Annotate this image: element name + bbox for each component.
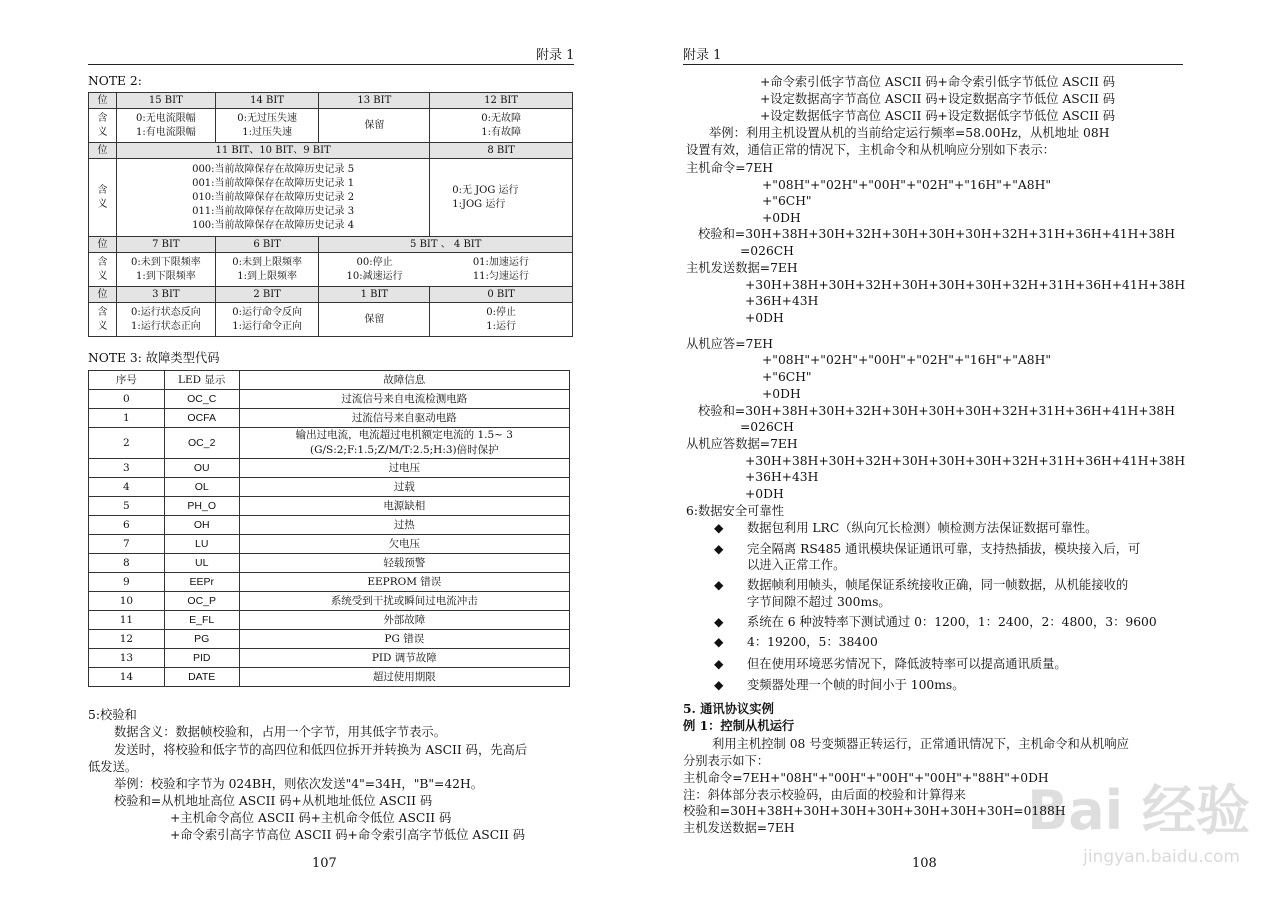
right-page-header: 附录 1 <box>683 48 722 63</box>
bit-header-cell: 3 BIT <box>116 287 215 303</box>
fault-info-cell: 过载 <box>239 478 569 497</box>
left-header-rule <box>88 64 574 65</box>
right-page-number: 108 <box>912 856 937 871</box>
protocol-line: +"6CH" <box>762 370 812 384</box>
bullet-diamond-icon: ◆ <box>714 678 724 692</box>
led-code-cell: OCFA <box>164 409 239 428</box>
protocol-line: +36H+43H <box>745 470 819 484</box>
led-code-cell: OC_C <box>164 390 239 409</box>
led-code-cell: LU <box>164 535 239 554</box>
protocol-line: =026CH <box>740 420 794 434</box>
protocol-line: 举例：利用主机设置从机的当前给定运行频率=58.00Hz，从机地址 08H <box>709 126 1110 140</box>
fault-info-cell: 过热 <box>239 516 569 535</box>
bit-header-cell: 位 <box>89 237 117 253</box>
table-row <box>89 253 573 287</box>
table-row <box>89 649 570 668</box>
bit-header-cell: 6 BIT <box>215 237 319 253</box>
table-row <box>89 159 573 237</box>
bullet-item-text: 但在使用环境恶劣情况下，降低波特率可以提高通讯质量。 <box>747 657 1067 671</box>
bullet-item-text: 数据包利用 LRC（纵向冗长检测）帧检测方法保证数据可靠性。 <box>747 521 1098 535</box>
bit-meaning-cell: 0:运行状态反向 1:运行状态正向 <box>116 303 215 337</box>
fault-number-cell: 5 <box>89 497 165 516</box>
table-row <box>89 535 570 554</box>
left-page-header: 附录 1 <box>536 48 575 63</box>
right-page <box>640 0 1280 905</box>
table-row <box>89 390 570 409</box>
fault-info-cell: 输出过电流，电流超过电机额定电流的 1.5~ 3 (G/S:2;F:1.5;Z/M/T:2.5;H:3)倍时保护 <box>239 428 569 459</box>
protocol-line: 设置有效，通信正常的情况下，主机命令和从机响应分别如下表示： <box>686 143 1055 157</box>
checksum-line: 低发送。 <box>88 760 138 774</box>
fault-number-cell: 6 <box>89 516 165 535</box>
bit-header-cell: 2 BIT <box>215 287 319 303</box>
table-row <box>89 630 570 649</box>
led-code-cell: PH_O <box>164 497 239 516</box>
status-bits-table <box>88 92 573 337</box>
fault-number-cell: 7 <box>89 535 165 554</box>
fault-info-cell: EEPROM 错误 <box>239 573 569 592</box>
table-row <box>89 554 570 573</box>
meaning-label-cell: 含 义 <box>89 303 117 337</box>
bit-header-cell: 15 BIT <box>116 93 215 109</box>
fault-number-cell: 14 <box>89 668 165 687</box>
protocol-line: 校验和=30H+38H+30H+32H+30H+30H+30H+32H+31H+36H+41H+38H <box>698 227 1175 241</box>
bullet-diamond-icon: ◆ <box>714 657 724 671</box>
bit-header-cell: 13 BIT <box>319 93 430 109</box>
fault-number-cell: 9 <box>89 573 165 592</box>
bit-header-cell: 0 BIT <box>430 287 573 303</box>
fault-info-cell: PID 调节故障 <box>239 649 569 668</box>
fault-number-cell: 10 <box>89 592 165 611</box>
table-header-row <box>89 371 570 390</box>
table-row <box>89 109 573 143</box>
bullet-item-text: 字节间隙不超过 300ms。 <box>747 595 891 609</box>
table-row <box>89 573 570 592</box>
bit-meaning-cell: 0:未到下限频率 1:到下限频率 <box>116 253 215 287</box>
checksum-line: +主机命令高位 ASCII 码+主机命令低位 ASCII 码 <box>170 811 452 825</box>
example-line: 主机发送数据=7EH <box>683 821 795 835</box>
bit-meaning-cell: 0:未到上限频率 1:到上限频率 <box>215 253 319 287</box>
fault-info-cell: 过电压 <box>239 459 569 478</box>
fault-info-cell: 欠电压 <box>239 535 569 554</box>
bit-header-cell: 12 BIT <box>430 93 573 109</box>
protocol-line: +命令索引低字节高位 ASCII 码+命令索引低字节低位 ASCII 码 <box>760 75 1116 89</box>
bit-header-cell: 位 <box>89 143 117 159</box>
led-code-cell: OH <box>164 516 239 535</box>
column-header: LED 显示 <box>164 371 239 390</box>
led-code-cell: OL <box>164 478 239 497</box>
checksum-line: 5:校验和 <box>88 708 137 722</box>
protocol-line: 从机应答数据=7EH <box>686 437 798 451</box>
bit-meaning-cell: 0:无故障 1:有故障 <box>430 109 573 143</box>
protocol-line: +"08H"+"02H"+"00H"+"02H"+"16H"+"A8H" <box>762 353 1051 367</box>
bit-meaning-cell: 保留 <box>319 109 430 143</box>
protocol-line: 主机发送数据=7EH <box>686 261 798 275</box>
fault-number-cell: 13 <box>89 649 165 668</box>
section5-title: 5. 通讯协议实例 <box>683 701 774 716</box>
fault-number-cell: 4 <box>89 478 165 497</box>
bullet-diamond-icon: ◆ <box>714 578 724 592</box>
protocol-line: +30H+38H+30H+32H+30H+30H+30H+32H+31H+36H+41H+38H <box>745 278 1186 292</box>
led-code-cell: OU <box>164 459 239 478</box>
fault-number-cell: 0 <box>89 390 165 409</box>
example1-title: 例 1：控制从机运行 <box>683 718 795 733</box>
table-row <box>89 303 573 337</box>
protocol-line: +0DH <box>762 211 801 225</box>
fault-number-cell: 12 <box>89 630 165 649</box>
fault-info-cell: 超过使用期限 <box>239 668 569 687</box>
checksum-line: +命令索引高字节高位 ASCII 码+命令索引高字节低位 ASCII 码 <box>170 828 526 842</box>
bit-meaning-cell: 0:无过压失速 1:过压失速 <box>215 109 319 143</box>
example-line: 主机命令=7EH+"08H"+"00H"+"00H"+"00H"+"88H"+0DH <box>683 771 1049 785</box>
bit-meaning-cell: 0:无电流限幅 1:有电流限幅 <box>116 109 215 143</box>
led-code-cell: UL <box>164 554 239 573</box>
table-row <box>89 93 573 109</box>
right-header-rule <box>683 64 1183 65</box>
led-code-cell: OC_2 <box>164 428 239 459</box>
table-row <box>89 478 570 497</box>
bit-header-cell: 7 BIT <box>116 237 215 253</box>
table-row <box>89 497 570 516</box>
bit-header-cell: 11 BIT、10 BIT、9 BIT <box>116 143 429 159</box>
protocol-line: +"08H"+"02H"+"00H"+"02H"+"16H"+"A8H" <box>762 178 1051 192</box>
protocol-line: +36H+43H <box>745 294 819 308</box>
table-row <box>89 459 570 478</box>
table-row <box>89 592 570 611</box>
bullet-item-text: 变频器处理一个帧的时间小于 100ms。 <box>747 678 965 692</box>
fault-code-table <box>88 370 570 687</box>
note2-title: NOTE 2: <box>88 74 142 88</box>
protocol-line: 主机命令=7EH <box>686 161 774 175</box>
meaning-label-cell: 含 义 <box>89 109 117 143</box>
bit-meaning-cell: 保留 <box>319 303 430 337</box>
table-row <box>89 237 573 253</box>
checksum-line: 发送时，将校验和低字节的高四位和低四位拆开并转换为 ASCII 码，先高后 <box>114 743 528 757</box>
table-row <box>89 428 570 459</box>
bullet-diamond-icon: ◆ <box>714 521 724 535</box>
protocol-line: 校验和=30H+38H+30H+32H+30H+30H+30H+32H+31H+36H+41H+38H <box>698 404 1175 418</box>
bit-header-cell: 1 BIT <box>319 287 430 303</box>
bit-meaning-cell: 0:无 JOG 运行 1:JOG 运行 <box>430 159 573 237</box>
table-row <box>89 668 570 687</box>
led-code-cell: EEPr <box>164 573 239 592</box>
bit-meaning-cell: 0:停止 1:运行 <box>430 303 573 337</box>
fault-number-cell: 11 <box>89 611 165 630</box>
fault-number-cell: 1 <box>89 409 165 428</box>
protocol-line: +"6CH" <box>762 194 812 208</box>
bullet-diamond-icon: ◆ <box>714 635 724 649</box>
table-row <box>89 287 573 303</box>
led-code-cell: PID <box>164 649 239 668</box>
table-row <box>89 143 573 159</box>
table-row <box>89 516 570 535</box>
protocol-line: +0DH <box>745 311 784 325</box>
checksum-line: 举例：校验和字节为 024BH，则依次发送"4"=34H，"B"=42H。 <box>114 777 484 791</box>
bullet-item-text: 数据帧利用帧头，帧尾保证系统接收正确，同一帧数据，从机能接收的 <box>747 578 1129 592</box>
protocol-line: =026CH <box>740 244 794 258</box>
fault-info-cell: 过流信号来自驱动电路 <box>239 409 569 428</box>
watermark-logo: Bai 经验 <box>1027 779 1250 842</box>
led-code-cell: DATE <box>164 668 239 687</box>
bullet-item-text: 系统在 6 种波特率下测试通过 0：1200，1：2400，2：4800，3：9600 <box>747 615 1157 629</box>
bullet-diamond-icon: ◆ <box>714 615 724 629</box>
protocol-line: 6:数据安全可靠性 <box>686 504 785 518</box>
checksum-line: 数据含义：数据帧校验和，占用一个字节，用其低字节表示。 <box>114 725 447 739</box>
fault-info-cell: 外部故障 <box>239 611 569 630</box>
protocol-line: +30H+38H+30H+32H+30H+30H+30H+32H+31H+36H+41H+38H <box>745 454 1186 468</box>
example-line: 注：斜体部分表示校验码，由后面的校验和计算得来 <box>683 788 966 802</box>
bit-meaning-cell: 00:停止 10:减速运行 <box>319 253 430 287</box>
protocol-line: +0DH <box>762 387 801 401</box>
bit-header-cell: 8 BIT <box>430 143 573 159</box>
bullet-item-text: 4：19200，5：38400 <box>747 635 878 649</box>
meaning-label-cell: 含 义 <box>89 159 117 237</box>
example-line: 分别表示如下： <box>683 754 770 768</box>
fault-info-cell: 过流信号来自电流检测电路 <box>239 390 569 409</box>
fault-info-cell: PG 错误 <box>239 630 569 649</box>
fault-info-cell: 轻载预警 <box>239 554 569 573</box>
bit-meaning-cell: 0:运行命令反向 1:运行命令正向 <box>215 303 319 337</box>
led-code-cell: OC_P <box>164 592 239 611</box>
left-page-number: 107 <box>312 856 337 871</box>
table-row <box>89 611 570 630</box>
led-code-cell: PG <box>164 630 239 649</box>
bullet-item-text: 完全隔离 RS485 通讯模块保证通讯可靠，支持热插拔，模块接入后，可 <box>747 542 1141 556</box>
fault-info-cell: 系统受到干扰或瞬间过电流冲击 <box>239 592 569 611</box>
bit-meaning-cell: 01:加速运行 11:匀速运行 <box>430 253 573 287</box>
fault-info-cell: 电源缺相 <box>239 497 569 516</box>
protocol-line: +设定数据高字节高位 ASCII 码+设定数据高字节低位 ASCII 码 <box>760 92 1116 106</box>
bit-header-cell: 5 BIT 、 4 BIT <box>319 237 573 253</box>
protocol-line: 从机应答=7EH <box>686 337 774 351</box>
watermark-url: jingyan.baidu.com <box>1083 847 1240 867</box>
bit-meaning-cell: 000:当前故障保存在故障历史记录 5 001:当前故障保存在故障历史记录 1 010:当前故障保存在故障历史记录 2 011:当前故障保存在故障历史记录 3 100:当前故障保存在故障历史记录 4 <box>116 159 429 237</box>
led-code-cell: E_FL <box>164 611 239 630</box>
bullet-item-text: 以进入正常工作。 <box>747 558 846 572</box>
meaning-label-cell: 含 义 <box>89 253 117 287</box>
protocol-line: +设定数据低字节高位 ASCII 码+设定数据低字节低位 ASCII 码 <box>760 109 1116 123</box>
column-header: 故障信息 <box>239 371 569 390</box>
fault-number-cell: 3 <box>89 459 165 478</box>
table-row <box>89 409 570 428</box>
column-header: 序号 <box>89 371 165 390</box>
bit-header-cell: 14 BIT <box>215 93 319 109</box>
fault-number-cell: 2 <box>89 428 165 459</box>
fault-number-cell: 8 <box>89 554 165 573</box>
example-line: 校验和=30H+38H+30H+30H+30H+30H+30H+30H=0188H <box>683 804 1066 818</box>
bit-header-cell: 位 <box>89 93 117 109</box>
bit-header-cell: 位 <box>89 287 117 303</box>
checksum-line: 校验和=从机地址高位 ASCII 码+从机地址低位 ASCII 码 <box>114 794 433 808</box>
protocol-line: +0DH <box>745 487 784 501</box>
example-line: 利用主机控制 08 号变频器正转运行，正常通讯情况下，主机命令和从机响应 <box>712 737 1129 751</box>
note3-title: NOTE 3: 故障类型代码 <box>88 351 220 365</box>
bullet-diamond-icon: ◆ <box>714 542 724 556</box>
